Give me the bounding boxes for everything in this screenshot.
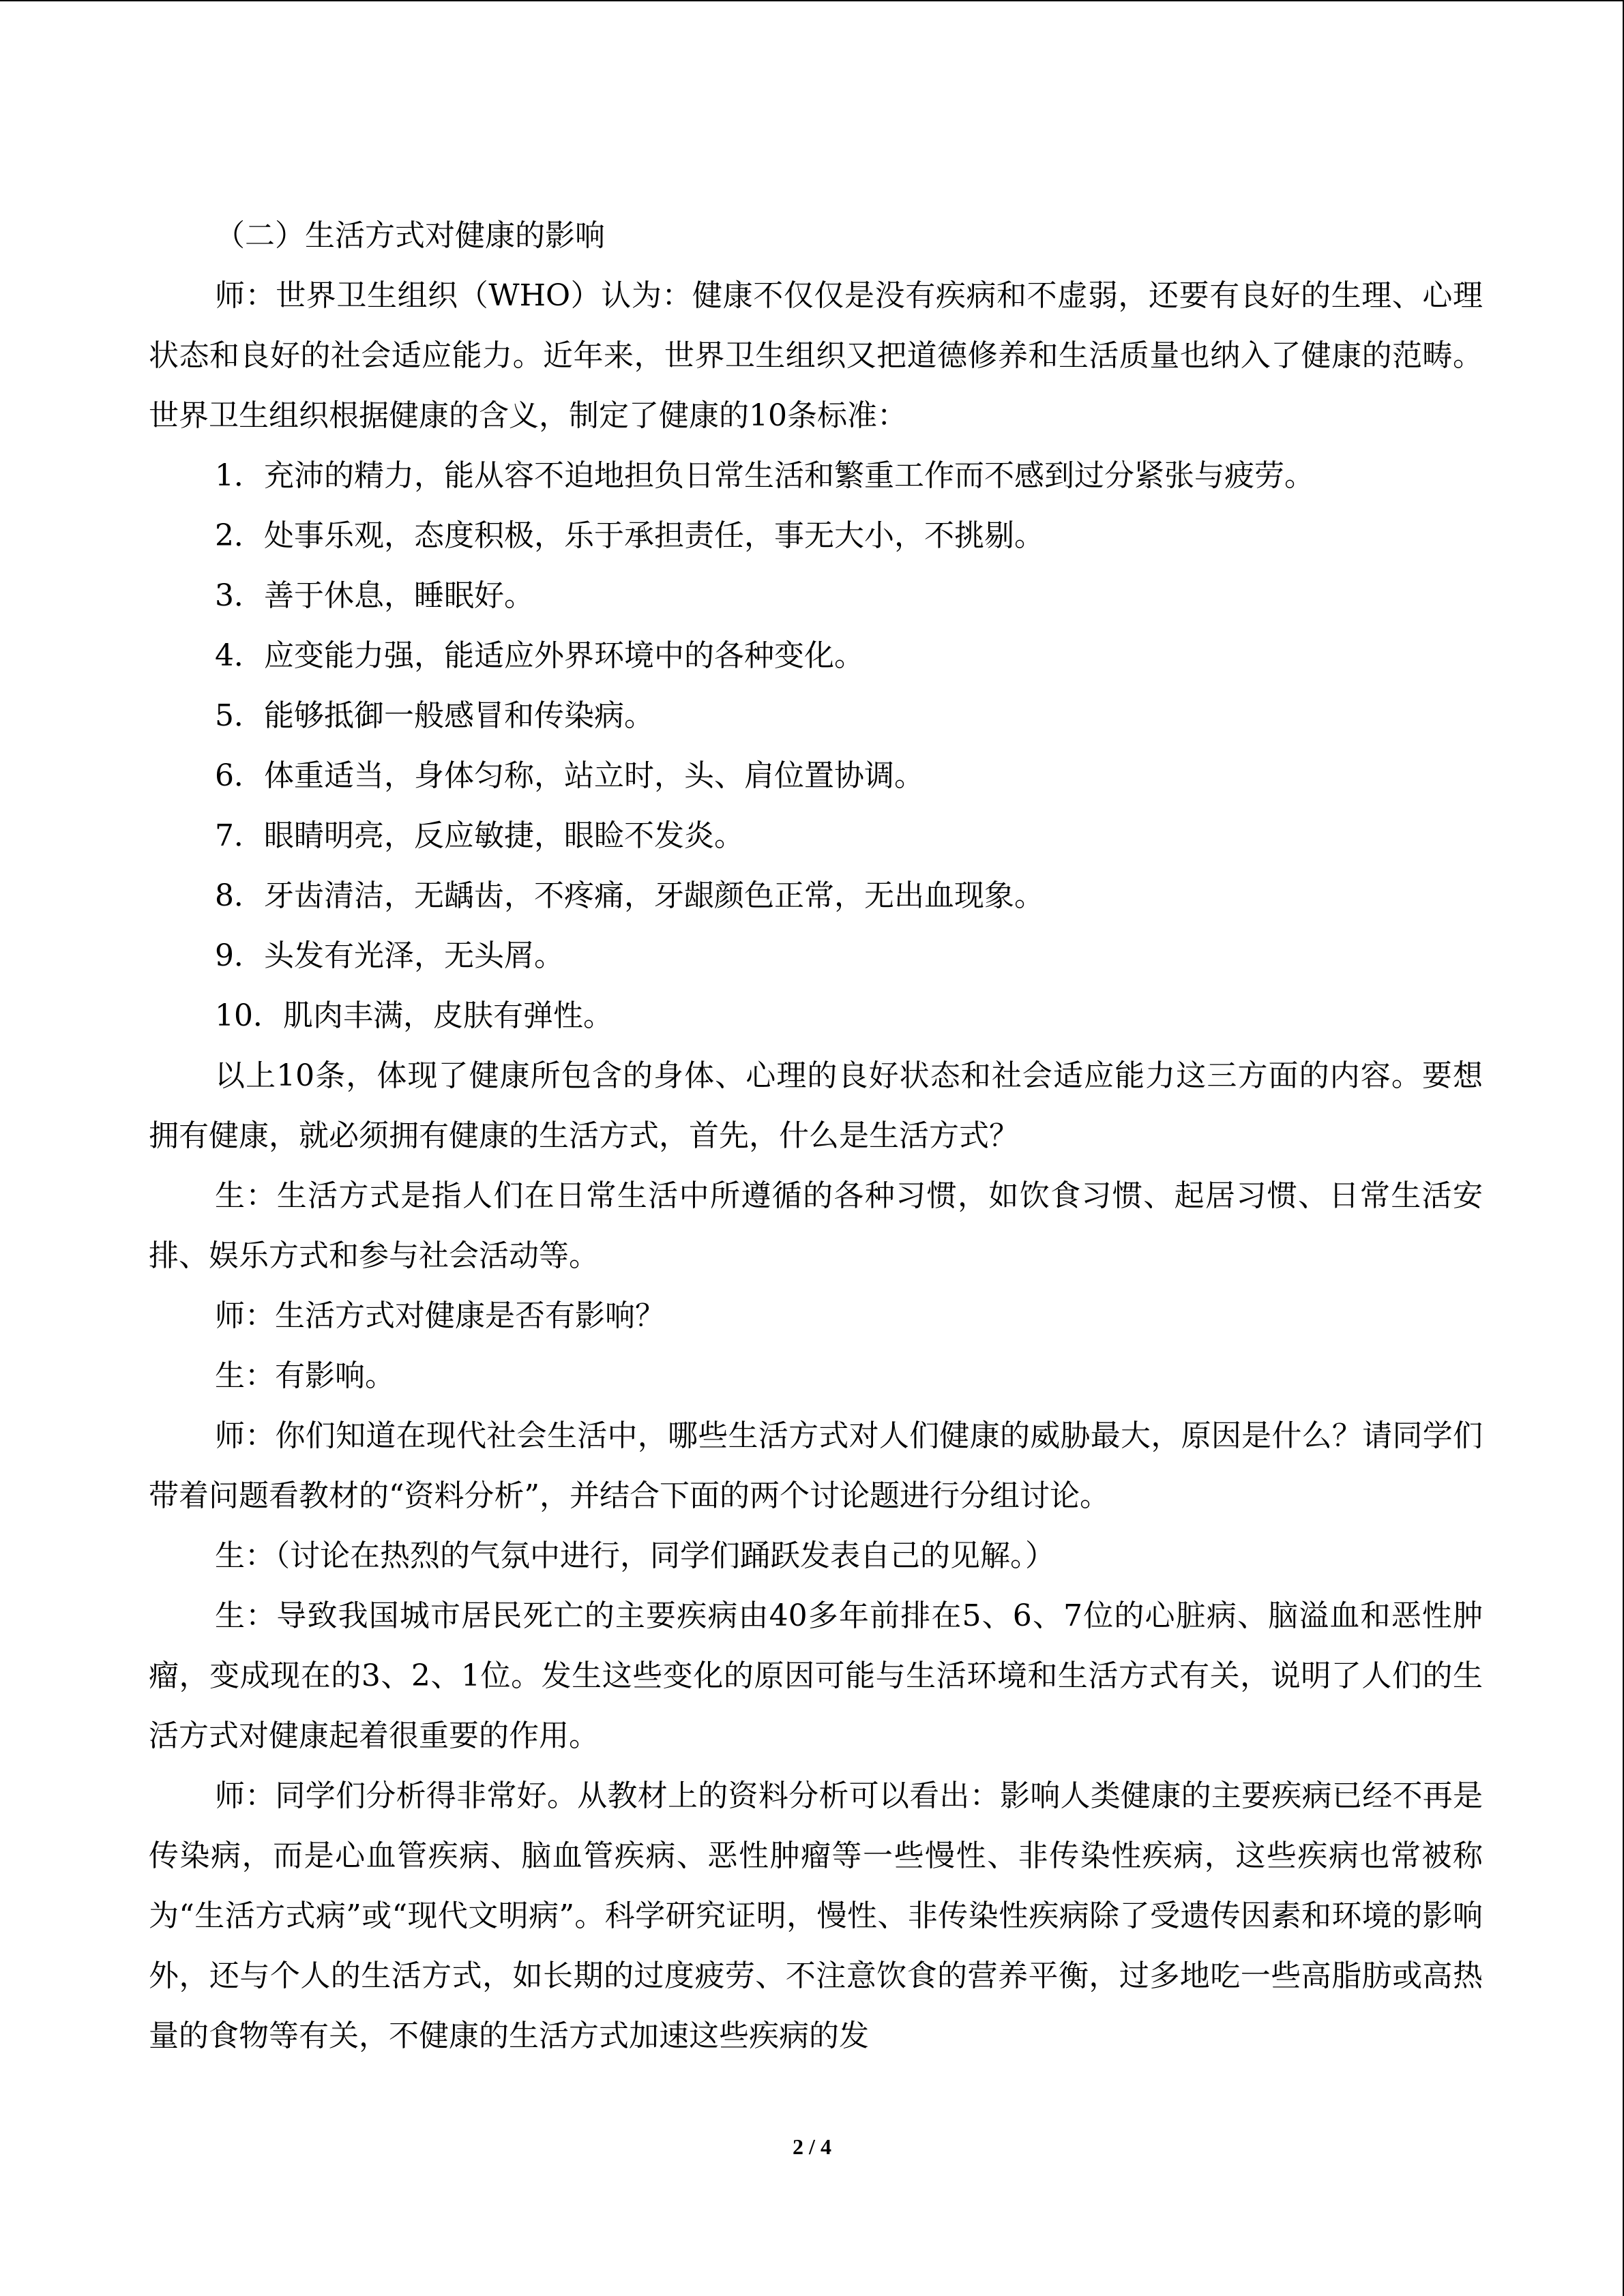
page-number: 2 / 4	[793, 2134, 831, 2159]
teacher-discussion-prompt: 师：你们知道在现代社会生活中，哪些生活方式对人们健康的威胁最大，原因是什么？请同学们带着问题看教材的“资料分析”，并结合下面的两个讨论题进行分组讨论。	[149, 1418, 1483, 1513]
teacher-conclusion-paragraph: 师：同学们分析得非常好。从教材上的资料分析可以看出：影响人类健康的主要疾病已经不再是传染病，而是心血管疾病、脑血管疾病、恶性肿瘤等一些慢性、非传染性疾病，这些疾病也常被称为“生活方式病”或“现代文明病”。科学研究证明，慢性、非传染性疾病除了受遗传因素和环境的影响外，还与个人的生活方式，如长期的过度疲劳、不注意饮食的营养平衡，过多地吃一些高脂肪或高热量的食物等有关，不健康的生活方式加速这些疾病的发	[149, 1778, 1483, 2053]
student-analysis-paragraph: 生：导致我国城市居民死亡的主要疾病由40多年前排在5、6、7位的心脏病、脑溢血和恶性肿瘤，变成现在的3、2、1位。发生这些变化的原因可能与生活环境和生活方式有关，说明了人们的生活方式对健康起着很重要的作用。	[149, 1598, 1483, 1753]
teacher-paragraph-who-definition: 师：世界卫生组织（WHO）认为：健康不仅仅是没有疾病和不虚弱，还要有良好的生理、心理状态和良好的社会适应能力。近年来，世界卫生组织又把道德修养和生活质量也纳入了健康的范畴。世界卫生组织根据健康的含义，制定了健康的10条标准：	[149, 278, 1483, 433]
section-heading: （二）生活方式对健康的影响	[215, 218, 605, 253]
teacher-question: 师：生活方式对健康是否有影响？	[215, 1298, 665, 1333]
standard-item-7: 7．眼睛明亮，反应敏捷，眼睑不发炎。	[215, 818, 744, 853]
standard-item-10: 10．肌肉丰满，皮肤有弹性。	[215, 998, 613, 1033]
standard-item-9: 9．头发有光泽，无头屑。	[215, 938, 564, 973]
standard-item-3: 3．善于休息，睡眠好。	[215, 578, 534, 613]
document-body	[149, 206, 1483, 2066]
standard-item-5: 5．能够抵御一般感冒和传染病。	[215, 698, 654, 733]
standard-item-4: 4．应变能力强，能适应外界环境中的各种变化。	[215, 638, 864, 673]
standard-item-6: 6．体重适当，身体匀称，站立时，头、肩位置协调。	[215, 758, 924, 793]
student-paragraph-lifestyle-definition: 生：生活方式是指人们在日常生活中所遵循的各种习惯，如饮食习惯、起居习惯、日常生活安排、娱乐方式和参与社会活动等。	[149, 1178, 1483, 1273]
student-answer: 生：有影响。	[215, 1358, 395, 1393]
student-discussion-note: 生：（讨论在热烈的气氛中进行，同学们踊跃发表自己的见解。）	[215, 1538, 1055, 1573]
standard-item-8: 8．牙齿清洁，无龋齿，不疼痛，牙龈颜色正常，无出血现象。	[215, 878, 1044, 913]
standard-item-2: 2．处事乐观，态度积极，乐于承担责任，事无大小，不挑剔。	[215, 518, 1044, 553]
standard-item-1: 1．充沛的精力，能从容不迫地担负日常生活和繁重工作而不感到过分紧张与疲劳。	[215, 458, 1314, 493]
summary-paragraph: 以上10条，体现了健康所包含的身体、心理的良好状态和社会适应能力这三方面的内容。要想拥有健康，就必须拥有健康的生活方式，首先，什么是生活方式？	[149, 1058, 1483, 1153]
